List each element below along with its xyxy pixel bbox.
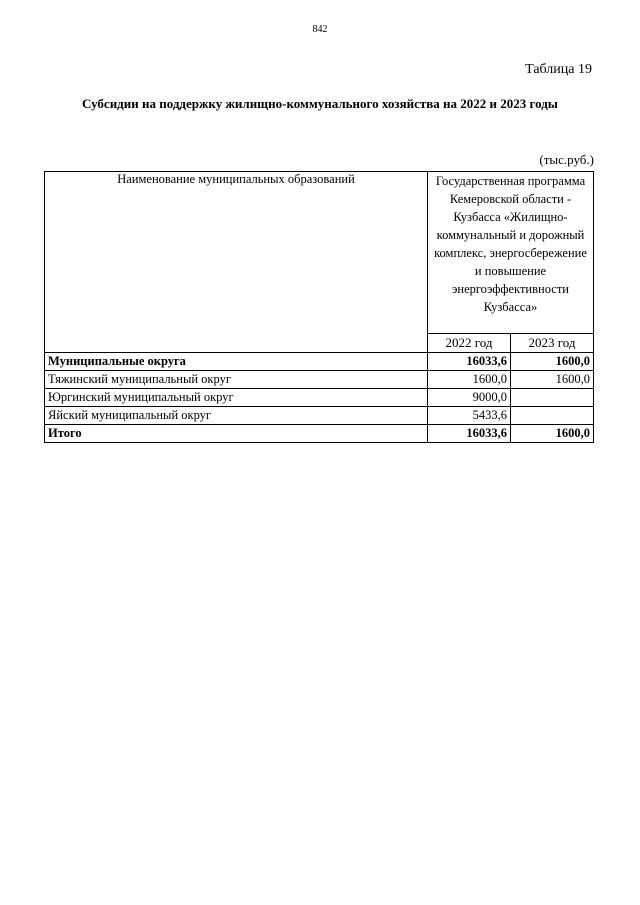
table-label: Таблица 19 [525,62,592,77]
row-value-2023: 1600,0 [511,425,594,443]
row-value-2023: 1600,0 [511,353,594,371]
header-municipality-name: Наименование муниципальных образований [45,172,428,353]
page-number: 842 [312,24,328,35]
header-year-2023: 2023 год [511,334,594,353]
table-row [45,371,594,389]
table-row-grand-total [45,425,594,443]
header-program: Государственная программа Кемеровской области - Кузбасса «Жилищно-коммунальный и дорожный комплекс, энергосбережение и повышение энергоэффективности Кузбасса» [428,172,594,334]
row-value-2023: 1600,0 [511,371,594,389]
subsidy-table [44,171,594,443]
row-name: Тяжинский муниципальный округ [45,371,428,389]
row-value-2023 [511,389,594,407]
row-value-2022: 5433,6 [428,407,511,425]
table-header-row [45,172,594,334]
table-row [45,407,594,425]
row-name: Яйский муниципальный округ [45,407,428,425]
table-row-total-districts [45,353,594,371]
document-title: Субсидии на поддержку жилищно-коммунального хозяйства на 2022 и 2023 годы [82,96,558,111]
row-value-2022: 16033,6 [428,353,511,371]
row-name: Итого [45,425,428,443]
row-value-2022: 9000,0 [428,389,511,407]
table-row [45,389,594,407]
row-value-2023 [511,407,594,425]
row-name: Юргинский муниципальный округ [45,389,428,407]
row-value-2022: 1600,0 [428,371,511,389]
header-year-2022: 2022 год [428,334,511,353]
row-name: Муниципальные округа [45,353,428,371]
units-label: (тыс.руб.) [539,152,594,167]
row-value-2022: 16033,6 [428,425,511,443]
